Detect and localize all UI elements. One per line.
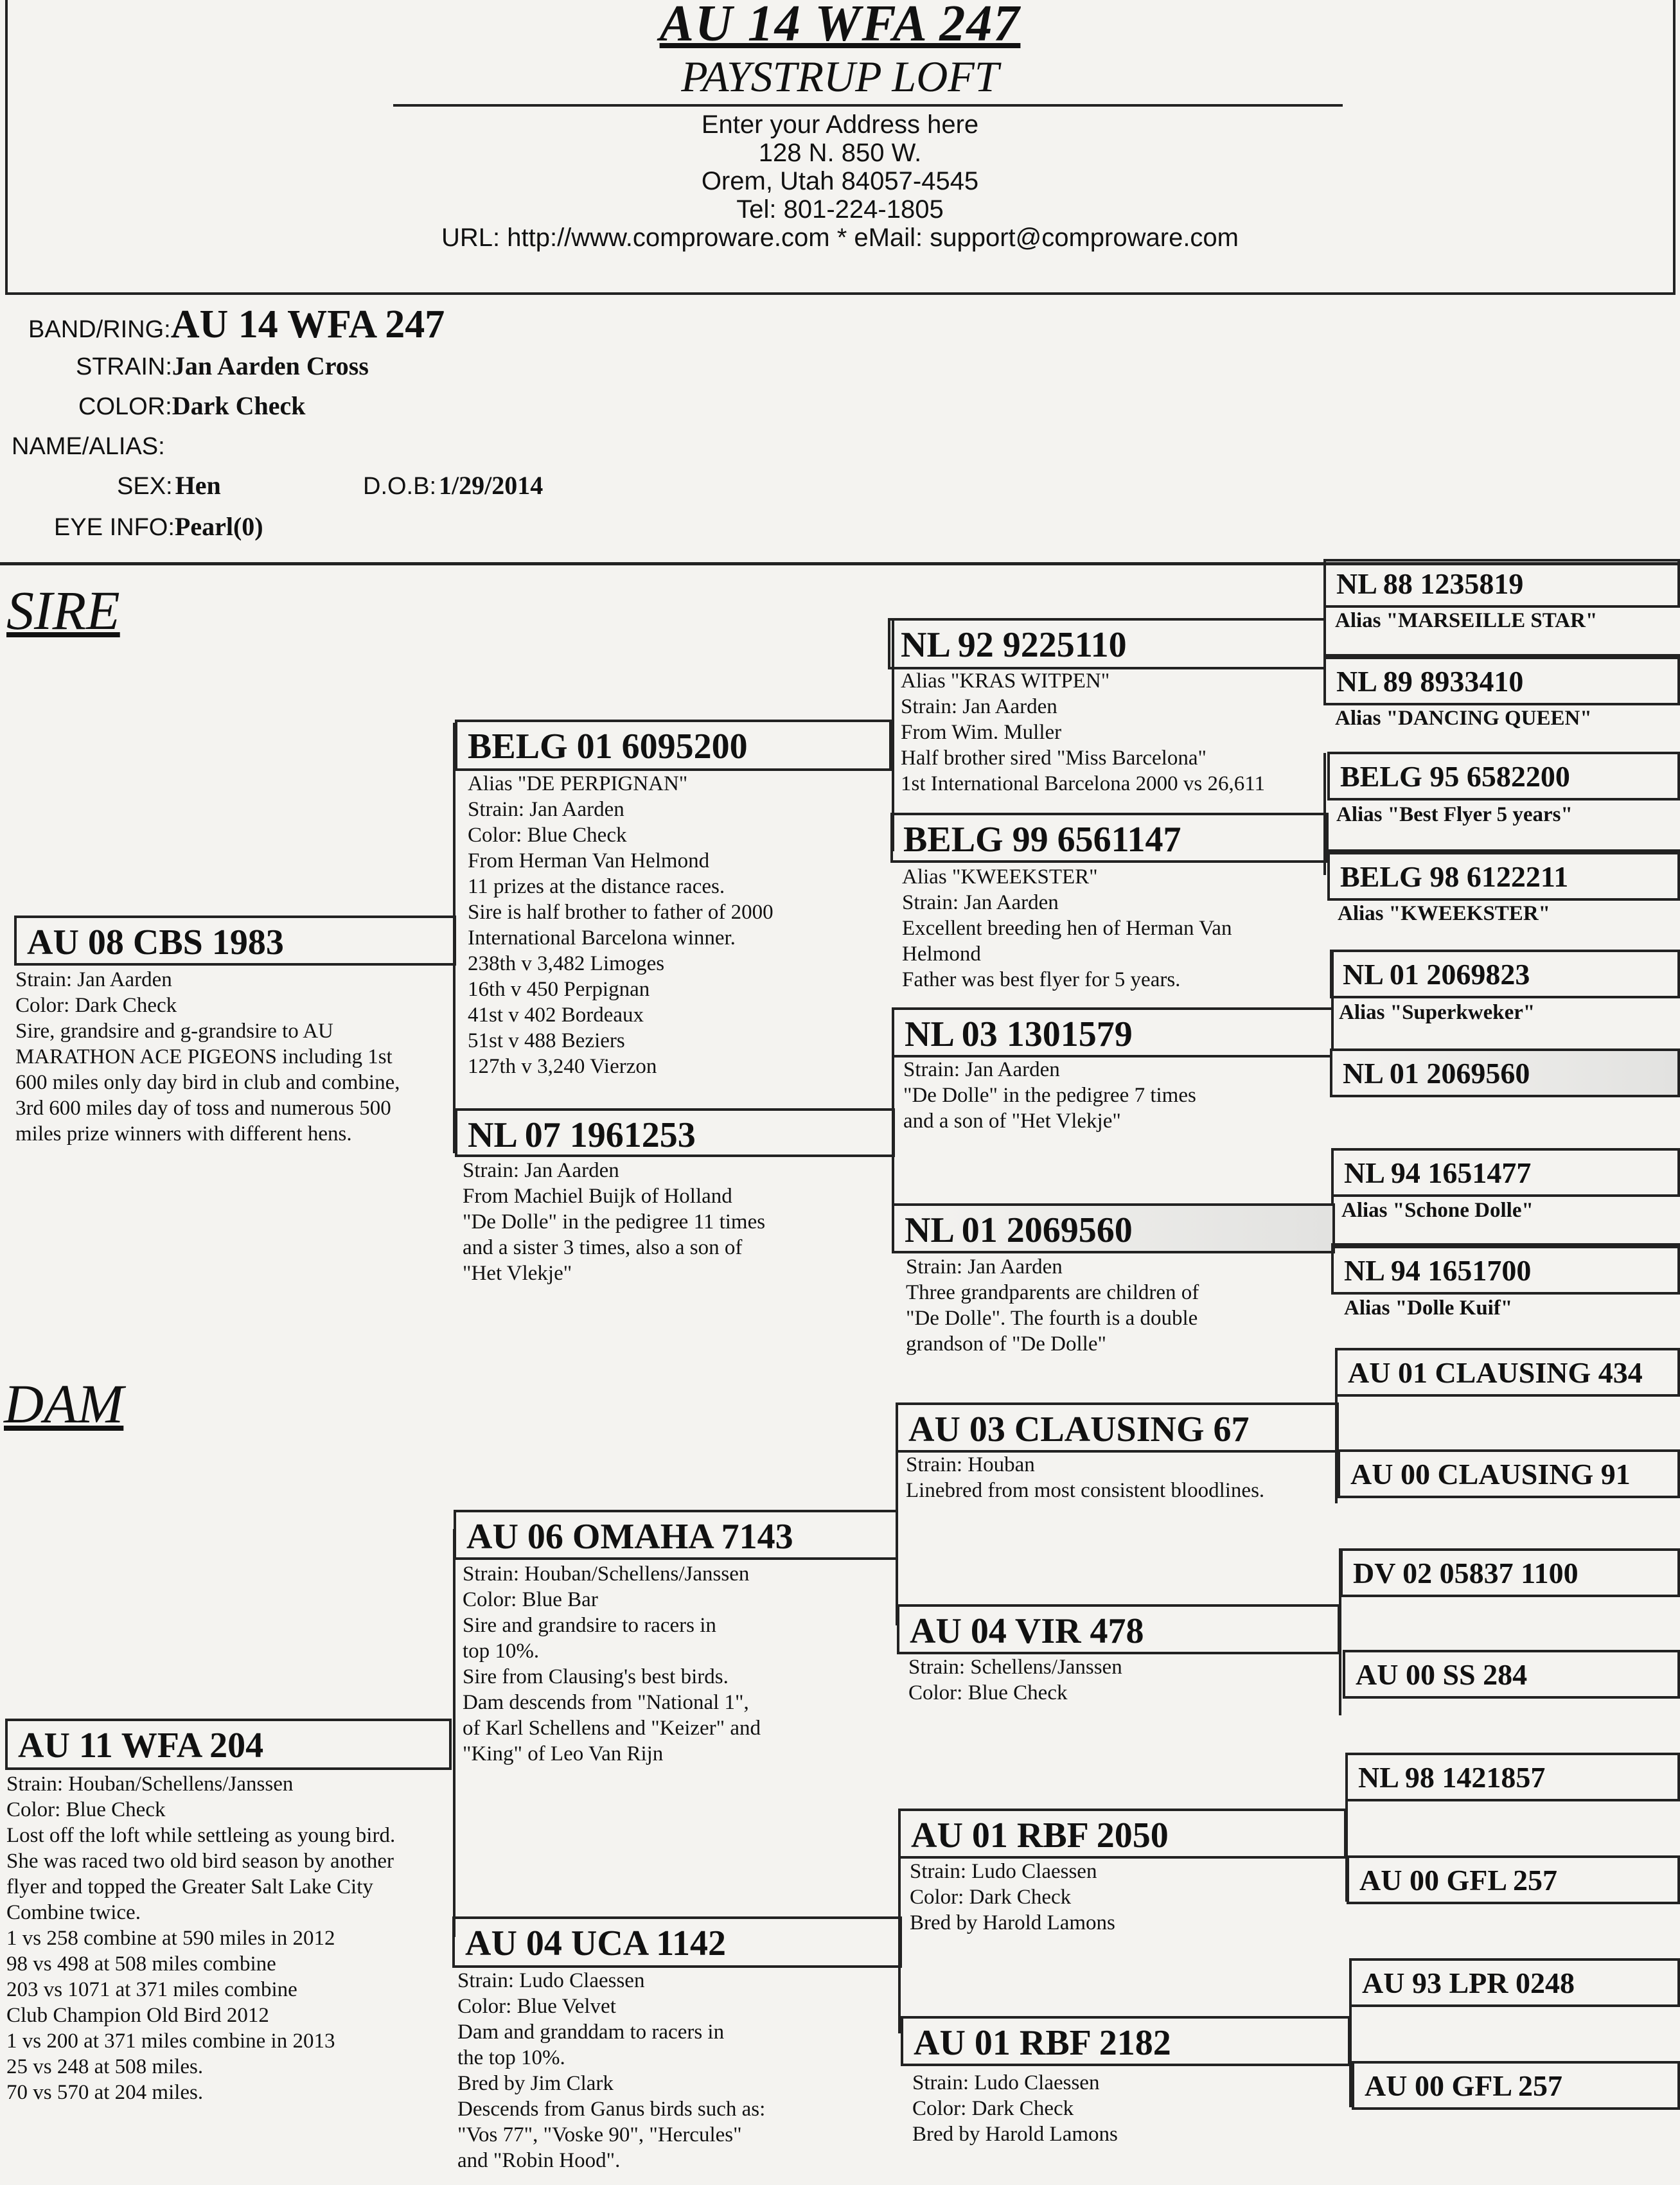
note-line: Helmond [902, 942, 981, 966]
gen4-band-box-6: NL 01 2069560 [1330, 1048, 1680, 1097]
note-line: From Machiel Buijk of Holland [463, 1185, 732, 1208]
note-line: Alias "KRAS WITPEN" [901, 669, 1110, 693]
band-label: BAND/RING: [28, 316, 171, 343]
gen3-notes-7 [910, 1859, 1115, 1936]
note-line: Strain: Jan Aarden [903, 1058, 1060, 1081]
note-line: flyer and topped the Greater Salt Lake City [6, 1875, 373, 1898]
gen4-band-box-1: NL 88 1235819 [1323, 559, 1680, 608]
note-line: the top 10%. [457, 2046, 565, 2069]
note-line: 238th v 3,482 Limoges [468, 952, 665, 975]
header-rule [393, 104, 1343, 107]
gen3-band-box-5: AU 03 CLAUSING 67 [896, 1402, 1339, 1453]
address-block [0, 111, 1680, 252]
dam-heading: DAM [4, 1373, 124, 1435]
gen3-band-box-3: NL 03 1301579 [892, 1007, 1334, 1057]
note-line: 98 vs 498 at 508 miles combine [6, 1952, 276, 1976]
band-value: AU 14 WFA 247 [170, 303, 445, 346]
note-line: She was raced two old bird season by another [6, 1850, 394, 1873]
sire-sire-notes [468, 771, 774, 1079]
note-line: Strain: Schellens/Janssen [908, 1656, 1122, 1679]
dam-band-box: AU 11 WFA 204 [5, 1719, 452, 1770]
gen4-band-box-10: AU 00 CLAUSING 91 [1338, 1449, 1680, 1498]
sire-sire-band-box: BELG 01 6095200 [455, 720, 892, 771]
gen3-notes-5 [906, 1452, 1264, 1503]
note-line: International Barcelona winner. [468, 926, 736, 950]
note-line: 51st v 488 Beziers [468, 1029, 625, 1052]
gen3-notes-2 [902, 864, 1232, 993]
sire-notes [15, 967, 400, 1147]
note-line: MARATHON ACE PIGEONS including 1st [15, 1045, 393, 1068]
note-line: top 10%. [463, 1640, 540, 1663]
note-line: Strain: Jan Aarden [463, 1159, 619, 1182]
note-line: Club Champion Old Bird 2012 [6, 2004, 269, 2027]
dam-dam-notes [457, 1968, 765, 2173]
note-line: 1 vs 258 combine at 590 miles in 2012 [6, 1927, 335, 1950]
note-line: Strain: Ludo Claessen [912, 2071, 1100, 2094]
note-line: Color: Blue Check [468, 824, 627, 847]
note-line: Half brother sired "Miss Barcelona" [901, 747, 1207, 770]
note-line: Color: Blue Check [908, 1681, 1068, 1704]
gen4-band-box-5: NL 01 2069823 [1330, 950, 1680, 998]
dob-value: 1/29/2014 [439, 471, 544, 500]
note-line: Color: Blue Bar [463, 1588, 598, 1611]
color-row [78, 391, 305, 421]
note-line: Lost off the loft while settleing as young bird. [6, 1824, 396, 1847]
note-line: "Het Vlekje" [463, 1262, 572, 1285]
gen4-band-box-3: BELG 95 6582200 [1327, 752, 1680, 801]
note-line: Strain: Jan Aarden [902, 891, 1059, 914]
gen4-alias-2: Alias "DANCING QUEEN" [1335, 707, 1592, 730]
note-line: Alias "DE PERPIGNAN" [468, 772, 688, 795]
sire-dam-notes [463, 1158, 765, 1286]
gen3-band-box-6: AU 04 VIR 478 [897, 1604, 1340, 1654]
note-line: Father was best flyer for 5 years. [902, 968, 1181, 991]
note-line: Strain: Jan Aarden [468, 798, 624, 821]
gen4-band-box-16: AU 00 GFL 257 [1352, 2061, 1680, 2110]
note-line: 16th v 450 Perpignan [468, 978, 650, 1001]
note-line: Strain: Houban/Schellens/Janssen [463, 1562, 750, 1586]
note-line: Combine twice. [6, 1901, 141, 1924]
note-line: 25 vs 248 at 508 miles. [6, 2055, 204, 2078]
gen4-band-box-8: NL 94 1651700 [1331, 1246, 1680, 1295]
gen4-band-box-9: AU 01 CLAUSING 434 [1335, 1348, 1680, 1397]
note-line: Strain: Houban [906, 1453, 1035, 1476]
note-line: Excellent breeding hen of Herman Van [902, 917, 1232, 940]
loft-name: PAYSTRUP LOFT [681, 52, 999, 101]
note-line: Strain: Ludo Claessen [910, 1860, 1097, 1883]
note-line: From Herman Van Helmond [468, 849, 710, 872]
dam-dam-band-box: AU 04 UCA 1142 [452, 1916, 902, 1968]
note-line: Color: Blue Velvet [457, 1995, 616, 2018]
note-line: Color: Blue Check [6, 1798, 166, 1821]
gen4-alias-7: Alias "Schone Dolle" [1341, 1199, 1534, 1222]
gen3-band-box-8: AU 01 RBF 2182 [901, 2016, 1350, 2066]
note-line: Sire, grandsire and g-grandsire to AU [15, 1020, 333, 1043]
note-line: "De Dolle". The fourth is a double [906, 1307, 1198, 1330]
address-line: Orem, Utah 84057-4545 [701, 167, 979, 195]
note-line: Strain: Jan Aarden [901, 695, 1057, 718]
note-line: 127th v 3,240 Vierzon [468, 1055, 657, 1078]
note-line: 1 vs 200 at 371 miles combine in 2013 [6, 2030, 335, 2053]
note-line: Strain: Ludo Claessen [457, 1969, 645, 1992]
gen3-notes-4 [906, 1254, 1199, 1357]
note-line: "Vos 77", "Voske 90", "Hercules" [457, 2123, 742, 2146]
note-line: Color: Dark Check [15, 994, 177, 1017]
dob-label: D.O.B: [363, 473, 437, 500]
dam-sire-notes [463, 1561, 761, 1767]
gen3-notes-8 [912, 2070, 1118, 2147]
address-line: URL: http://www.comproware.com * eMail: support@comproware.com [441, 224, 1239, 252]
gen4-alias-5: Alias "Superkweker" [1339, 1001, 1535, 1024]
note-line: Bred by Jim Clark [457, 2072, 614, 2095]
note-line: Color: Dark Check [912, 2097, 1074, 2120]
note-line: 70 vs 570 at 204 miles. [6, 2081, 204, 2104]
sex-value: Hen [175, 471, 221, 500]
sex-label: SEX: [117, 473, 173, 500]
gen4-band-box-14: AU 00 GFL 257 [1347, 1855, 1680, 1904]
gen4-band-box-4: BELG 98 6122211 [1327, 852, 1680, 901]
strain-row [76, 351, 369, 381]
note-line: "De Dolle" in the pedigree 11 times [463, 1210, 766, 1234]
note-line: Dam and granddam to racers in [457, 2021, 725, 2044]
note-line: Strain: Jan Aarden [906, 1255, 1063, 1278]
note-line: Color: Dark Check [910, 1886, 1072, 1909]
address-line: Tel: 801-224-1805 [736, 195, 944, 224]
gen3-notes-1 [901, 668, 1265, 797]
note-line: Strain: Jan Aarden [15, 968, 172, 991]
band-row [28, 302, 445, 348]
note-line: Sire and grandsire to racers in [463, 1614, 716, 1637]
sire-dam-band-box: NL 07 1961253 [455, 1108, 895, 1157]
gen3-band-box-4: NL 01 2069560 [892, 1203, 1335, 1253]
gen3-band-box-2: BELG 99 6561147 [890, 813, 1329, 863]
note-line: of Karl Schellens and "Keizer" and [463, 1717, 761, 1740]
note-line: Linebred from most consistent bloodlines. [906, 1479, 1265, 1502]
gen3-band-box-1: NL 92 9225110 [888, 618, 1326, 669]
gen4-band-box-2: NL 89 8933410 [1323, 657, 1680, 705]
note-line: and a son of "Het Vlekje" [903, 1110, 1121, 1133]
note-line: 1st International Barcelona 2000 vs 26,611 [901, 772, 1265, 795]
note-line: From Wim. Muller [901, 721, 1062, 744]
pedigree-title: AU 14 WFA 247 [659, 0, 1021, 52]
name-row [12, 430, 165, 461]
note-line: "King" of Leo Van Rijn [463, 1742, 664, 1765]
note-line: and a sister 3 times, also a son of [463, 1236, 743, 1259]
note-line: 600 miles only day bird in club and combine, [15, 1071, 400, 1094]
note-line: "De Dolle" in the pedigree 7 times [903, 1084, 1196, 1107]
gen4-band-box-12: AU 00 SS 284 [1343, 1650, 1680, 1699]
sire-heading: SIRE [6, 579, 120, 641]
gen4-alias-3: Alias "Best Flyer 5 years" [1336, 803, 1573, 826]
eye-label: EYE INFO: [54, 514, 175, 541]
color-label: COLOR: [78, 393, 172, 420]
note-line: Alias "KWEEKSTER" [902, 865, 1098, 889]
gen4-band-box-7: NL 94 1651477 [1331, 1148, 1680, 1197]
dob-row [363, 470, 543, 500]
note-line: 11 prizes at the distance races. [468, 875, 725, 898]
strain-label: STRAIN: [76, 353, 172, 380]
gen3-notes-6 [908, 1654, 1122, 1706]
note-line: 41st v 402 Bordeaux [468, 1004, 644, 1027]
note-line: Sire is half brother to father of 2000 [468, 901, 774, 924]
note-line: Dam descends from "National 1", [463, 1691, 749, 1714]
gen4-alias-1: Alias "MARSEILLE STAR" [1335, 609, 1598, 632]
note-line: miles prize winners with different hens. [15, 1122, 352, 1146]
note-line: Three grandparents are children of [906, 1281, 1199, 1304]
note-line: Bred by Harold Lamons [912, 2123, 1118, 2146]
address-line: 128 N. 850 W. [758, 139, 922, 167]
dam-notes [6, 1771, 395, 2105]
color-value: Dark Check [172, 391, 306, 420]
address-line: Enter your Address here [701, 111, 979, 139]
note-line: Bred by Harold Lamons [910, 1911, 1115, 1934]
note-line: Sire from Clausing's best birds. [463, 1665, 729, 1688]
gen4-alias-4: Alias "KWEEKSTER" [1338, 902, 1550, 925]
dam-sire-band-box: AU 06 OMAHA 7143 [454, 1510, 898, 1560]
gen4-band-box-11: DV 02 05837 1100 [1340, 1548, 1680, 1597]
gen4-alias-8: Alias "Dolle Kuif" [1344, 1296, 1513, 1320]
eye-value: Pearl(0) [174, 512, 263, 541]
connector-line [453, 1529, 455, 1937]
sire-band-box: AU 08 CBS 1983 [14, 916, 456, 966]
strain-value: Jan Aarden Cross [172, 351, 369, 380]
gen4-band-box-15: AU 93 LPR 0248 [1349, 1958, 1680, 2007]
note-line: Descends from Ganus birds such as: [457, 2098, 766, 2121]
eye-row [54, 511, 263, 542]
name-label: NAME/ALIAS: [12, 433, 165, 460]
sex-row [117, 470, 221, 500]
gen4-band-box-13: NL 98 1421857 [1345, 1753, 1680, 1801]
note-line: 203 vs 1071 at 371 miles combine [6, 1978, 297, 2001]
note-line: grandson of "De Dolle" [906, 1332, 1106, 1356]
note-line: and "Robin Hood". [457, 2149, 621, 2172]
gen3-band-box-7: AU 01 RBF 2050 [898, 1809, 1347, 1859]
gen3-notes-3 [903, 1057, 1196, 1134]
note-line: 3rd 600 miles day of toss and numerous 500 [15, 1097, 391, 1120]
note-line: Strain: Houban/Schellens/Janssen [6, 1773, 294, 1796]
